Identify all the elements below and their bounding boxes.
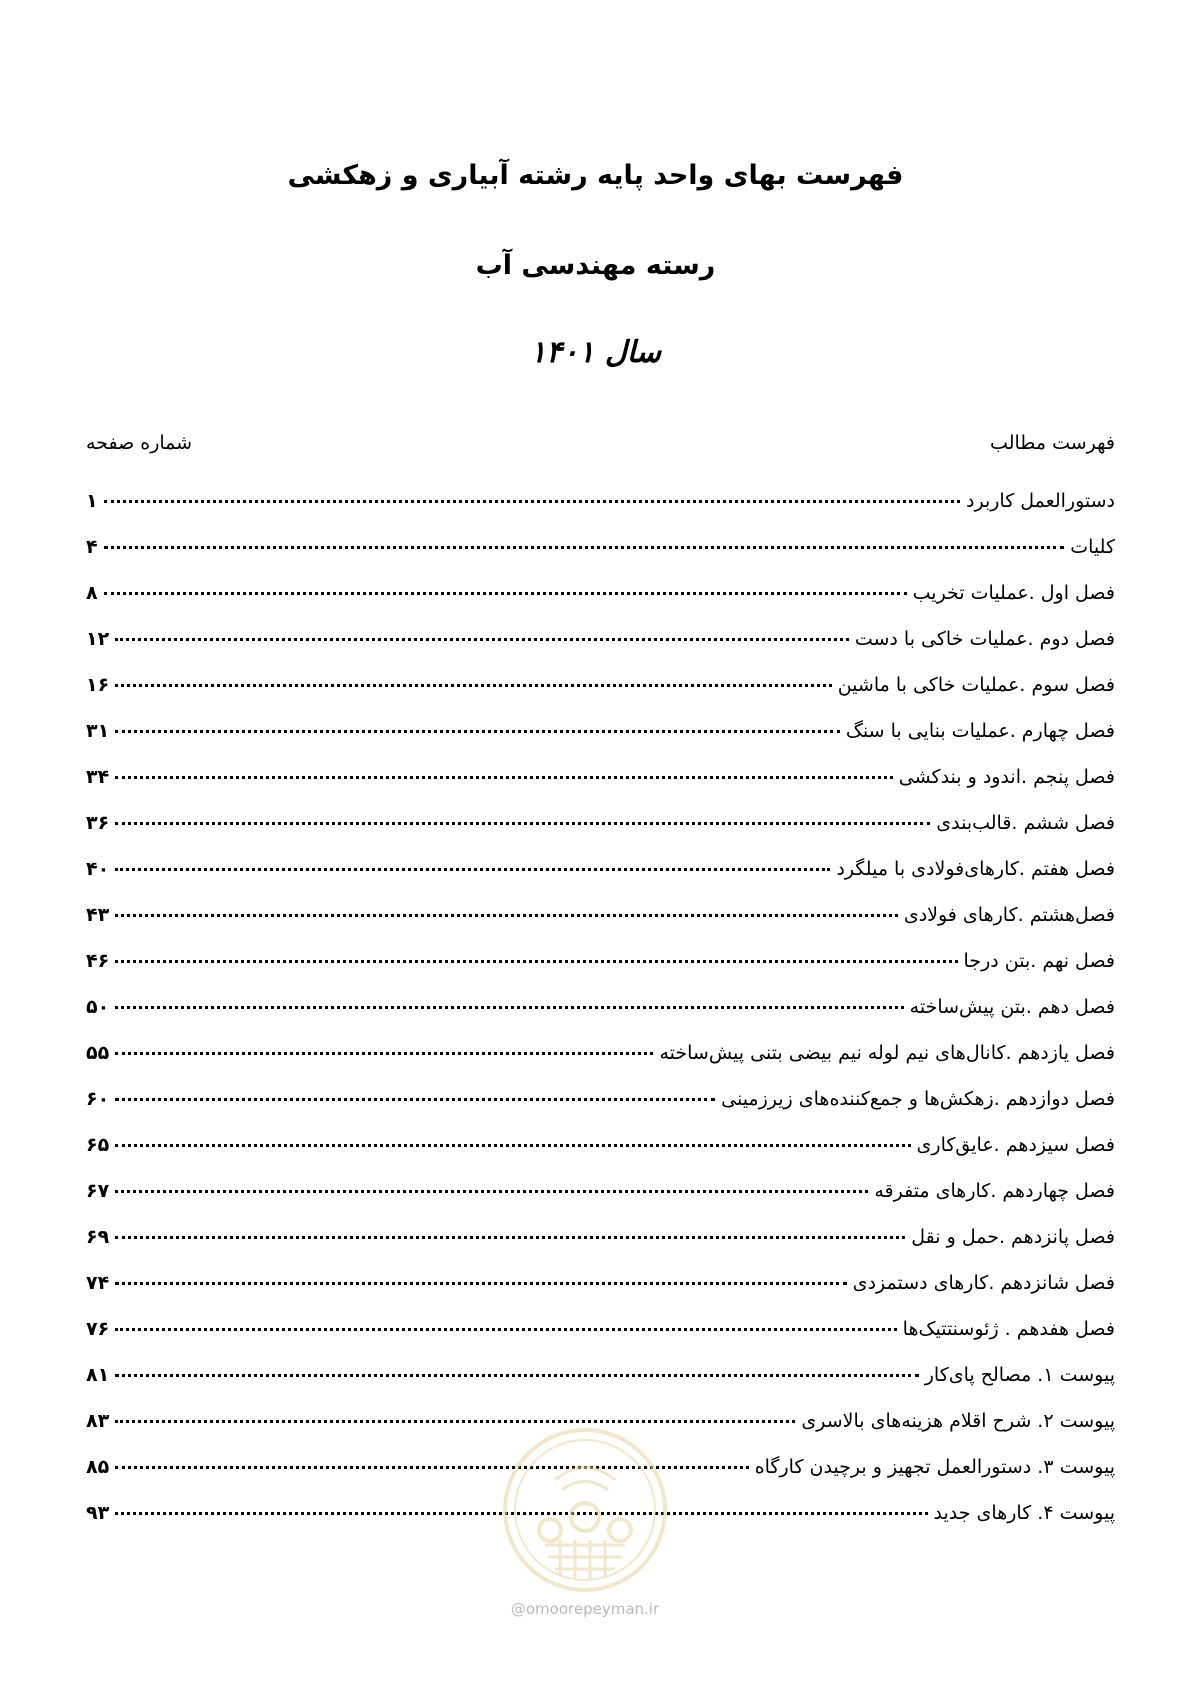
- toc-entry-page: ۶۵: [86, 1134, 110, 1156]
- toc-dot-leader: [104, 546, 1065, 549]
- table-of-contents: [86, 490, 1115, 1548]
- toc-entry-page: ۱: [86, 490, 98, 512]
- toc-dot-leader: [115, 1236, 905, 1239]
- toc-row: [86, 674, 1115, 720]
- toc-entry-title: پیوست ۴. کارهای جدید: [933, 1502, 1115, 1524]
- toc-dot-leader: [115, 1190, 868, 1193]
- toc-entry-title: فصل دوازدهم .زهکش‌ها و جمع‌کننده‌های زیرزمینی: [721, 1088, 1115, 1110]
- toc-entry-page: ۶۹: [86, 1226, 110, 1248]
- toc-entry-title: فصل چهارم .عملیات بنایی با سنگ: [845, 720, 1115, 742]
- toc-entry-page: ۷۶: [86, 1318, 110, 1340]
- document-title: فهرست بهای واحد پایه رشته آبیاری و زهکشی: [287, 160, 904, 191]
- toc-entry-title: فصل اول .عملیات تخریب: [912, 582, 1115, 604]
- toc-dot-leader: [115, 960, 957, 963]
- page-number-column-header: شماره صفحه: [86, 432, 193, 454]
- toc-row: [86, 1272, 1115, 1318]
- toc-row: [86, 1226, 1115, 1272]
- toc-entry-title: فصل نهم .بتن درجا: [963, 950, 1115, 972]
- toc-entry-title: پیوست ۱. مصالح پای‌کار: [924, 1364, 1115, 1386]
- toc-entry-title: فصل سیزدهم .عایق‌کاری: [916, 1134, 1115, 1156]
- toc-row: [86, 904, 1115, 950]
- toc-entry-page: ۱۶: [86, 674, 110, 696]
- toc-dot-leader: [115, 1098, 715, 1101]
- toc-row: [86, 536, 1115, 582]
- toc-entry-page: ۳۶: [86, 812, 110, 834]
- toc-entry-title: فصل پانزدهم .حمل و نقل: [911, 1226, 1115, 1248]
- toc-row: [86, 1180, 1115, 1226]
- toc-entry-page: ۴۰: [86, 858, 110, 880]
- toc-row: [86, 1364, 1115, 1410]
- toc-row: [86, 720, 1115, 766]
- toc-dot-leader: [115, 1052, 653, 1055]
- contents-column-header: فهرست مطالب: [990, 432, 1115, 454]
- toc-row: [86, 490, 1115, 536]
- toc-entry-page: ۱۲: [86, 628, 110, 650]
- toc-entry-title: فصل دهم .بتن پیش‌ساخته: [909, 996, 1115, 1018]
- toc-dot-leader: [104, 592, 907, 595]
- toc-row: [86, 950, 1115, 996]
- toc-entry-title: فصل پنجم .اندود و بندکشی: [898, 766, 1115, 788]
- toc-row: [86, 582, 1115, 628]
- toc-dot-leader: [115, 1282, 846, 1285]
- toc-dot-leader: [115, 730, 840, 733]
- toc-entry-title: فصل شانزدهم .کارهای دستمزدی: [852, 1272, 1115, 1294]
- toc-dot-leader: [115, 684, 832, 687]
- toc-dot-leader: [115, 822, 930, 825]
- toc-entry-title: فصل سوم .عملیات خاکی با ماشین: [837, 674, 1115, 696]
- toc-entry-page: ۳۱: [86, 720, 110, 742]
- toc-entry-page: ۳۴: [86, 766, 110, 788]
- toc-entry-title: دستورالعمل کاربرد: [966, 490, 1115, 512]
- document-subtitle: رسته مهندسی آب: [475, 250, 716, 281]
- toc-entry-page: ۵۵: [86, 1042, 110, 1064]
- toc-entry-title: فصل ششم .قالب‌بندی: [936, 812, 1115, 834]
- toc-entry-page: ۹۳: [86, 1502, 110, 1524]
- toc-row: [86, 1042, 1115, 1088]
- toc-entry-page: ۶۷: [86, 1180, 110, 1202]
- toc-entry-page: ۷۴: [86, 1272, 110, 1294]
- toc-entry-title: فصل چهاردهم .کارهای متفرقه: [874, 1180, 1115, 1202]
- toc-dot-leader: [115, 1006, 903, 1009]
- toc-row: [86, 1088, 1115, 1134]
- toc-entry-page: ۵۰: [86, 996, 110, 1018]
- toc-row: [86, 858, 1115, 904]
- toc-entry-page: ۴۳: [86, 904, 110, 926]
- toc-entry-page: ۴: [86, 536, 98, 558]
- toc-entry-page: ۸۵: [86, 1456, 110, 1478]
- toc-entry-title: فصل هفدهم . ژئوسنتتیک‌ها: [902, 1318, 1115, 1340]
- document-year: سال ۱۴۰۱: [530, 335, 661, 370]
- watermark-text: @omoorepeyman.ir: [510, 1600, 660, 1618]
- toc-dot-leader: [115, 914, 898, 917]
- toc-dot-leader: [104, 500, 960, 503]
- toc-row: [86, 766, 1115, 812]
- toc-row: [86, 812, 1115, 858]
- toc-entry-title: فصل هفتم .کارهای‌فولادی با میلگرد: [836, 858, 1115, 880]
- toc-entry-title: فصل یازدهم .کانال‌های نیم لوله نیم بیضی بتنی پیش‌ساخته: [659, 1042, 1115, 1064]
- toc-entry-title: پیوست ۲. شرح اقلام هزینه‌های بالاسری: [801, 1410, 1115, 1432]
- toc-dot-leader: [115, 1144, 910, 1147]
- toc-dot-leader: [115, 1374, 919, 1377]
- toc-entry-page: ۸۳: [86, 1410, 110, 1432]
- toc-entry-page: ۸: [86, 582, 98, 604]
- toc-dot-leader: [115, 638, 849, 641]
- toc-dot-leader: [115, 868, 830, 871]
- toc-entry-title: فصل‌هشتم .کارهای فولادی: [903, 904, 1115, 926]
- watermark-logo-icon: [500, 1425, 670, 1595]
- toc-entry-title: کلیات: [1070, 536, 1115, 558]
- toc-entry-page: ۴۶: [86, 950, 110, 972]
- toc-entry-page: ۶۰: [86, 1088, 110, 1110]
- toc-row: [86, 628, 1115, 674]
- toc-dot-leader: [115, 776, 893, 779]
- toc-entry-title: پیوست ۳. دستورالعمل تجهیز و برچیدن کارگاه: [754, 1456, 1115, 1478]
- toc-entry-page: ۸۱: [86, 1364, 110, 1386]
- toc-dot-leader: [115, 1328, 896, 1331]
- toc-entry-title: فصل دوم .عملیات خاکی با دست: [854, 628, 1115, 650]
- toc-row: [86, 1318, 1115, 1364]
- toc-row: [86, 1134, 1115, 1180]
- toc-row: [86, 996, 1115, 1042]
- toc-dot-leader: [115, 1420, 795, 1423]
